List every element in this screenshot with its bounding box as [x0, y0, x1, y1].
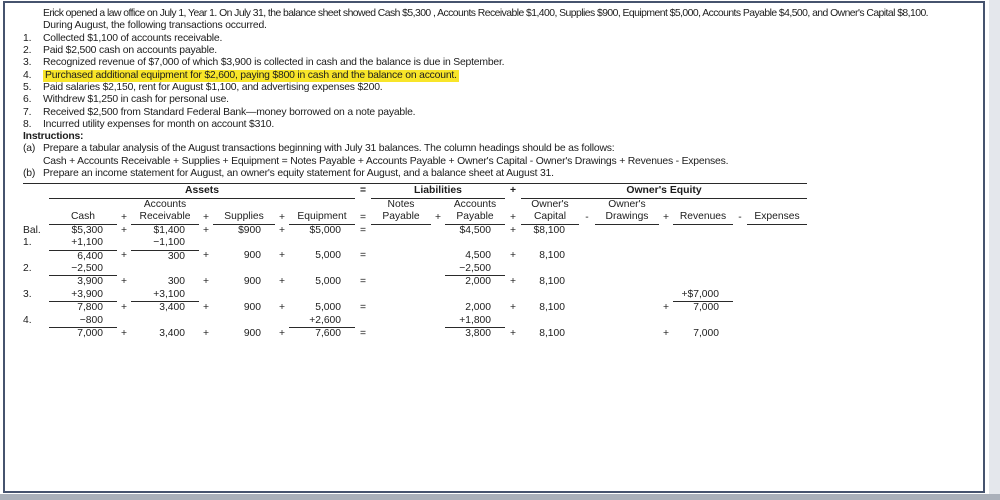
- column-subhead: [213, 199, 275, 212]
- amount-cell: [595, 250, 659, 263]
- amount-cell: $1,400: [153, 224, 185, 236]
- amount-cell: 7,000: [77, 328, 103, 340]
- amount-cell: +$7,000: [673, 289, 733, 302]
- spacer-cell: [23, 211, 49, 224]
- amount-cell: $4,500: [459, 224, 491, 236]
- transaction-text: Collected $1,100 of accounts receivable.: [43, 32, 223, 44]
- column-header: Payable: [445, 211, 505, 224]
- header-operator: +: [278, 211, 285, 223]
- header-operator: +: [662, 211, 669, 223]
- operator-cell: [659, 276, 673, 289]
- operator-cell: [431, 276, 445, 289]
- operator-cell: +: [120, 250, 127, 262]
- row-label: [23, 302, 49, 315]
- amount-cell: [747, 224, 807, 237]
- operator-cell: [199, 315, 213, 328]
- amount-cell: [131, 263, 199, 276]
- group-header-assets: Assets: [49, 184, 355, 199]
- operator-cell: [355, 263, 371, 276]
- transaction-item-3: [23, 57, 975, 69]
- operator-cell: +: [278, 250, 285, 262]
- problem-text: [23, 8, 975, 180]
- amount-cell: [747, 328, 807, 341]
- transaction-number: 6.: [23, 94, 32, 106]
- highlighted-text: Purchased additional equipment for $2,600, paying $800 in cash and the balance on account.: [45, 69, 457, 81]
- operator-cell: [659, 250, 673, 263]
- operator-cell: [431, 302, 445, 315]
- spacer-cell: [659, 199, 673, 212]
- amount-cell: 3,900: [77, 276, 103, 288]
- amount-cell: 900: [243, 327, 261, 339]
- table-row: [23, 263, 807, 276]
- operator-cell: +: [662, 327, 669, 339]
- column-header: Revenues: [673, 211, 733, 224]
- column-subhead: [49, 199, 117, 212]
- operator-cell: [579, 263, 595, 276]
- transaction-item-2: [23, 45, 975, 57]
- operator-cell: [733, 302, 747, 315]
- instruction-a-label: (a): [23, 143, 36, 155]
- row-label: Bal.: [23, 224, 41, 236]
- row-label: [23, 328, 49, 341]
- operator-cell: [579, 224, 595, 237]
- instruction-a-equation: Cash + Accounts Receivable + Supplies + Equipment = Notes Payable + Accounts Payable + Owner's Capital - Owner's Drawings + Revenues - Expenses.: [43, 155, 729, 167]
- amount-cell: [521, 289, 579, 302]
- column-header: Receivable: [131, 211, 199, 224]
- operator-cell: [733, 328, 747, 341]
- header-operator: -: [585, 211, 589, 223]
- amount-cell: 3,400: [159, 327, 185, 339]
- operator-cell: +: [509, 250, 516, 262]
- amount-cell: 5,000: [315, 276, 341, 288]
- operator-cell: [579, 289, 595, 302]
- transaction-number: 4.: [23, 69, 32, 81]
- amount-cell: +2,600: [289, 315, 355, 328]
- equals-sign: =: [359, 185, 366, 197]
- amount-cell: [595, 315, 659, 328]
- column-header: Drawings: [595, 211, 659, 224]
- amount-cell: 3,800: [465, 328, 491, 340]
- operator-cell: [505, 263, 521, 276]
- operator-cell: [431, 328, 445, 341]
- instruction-a: [23, 143, 975, 155]
- column-subhead: Notes: [387, 199, 415, 210]
- amount-cell: [595, 328, 659, 341]
- amount-cell: 7,600: [315, 328, 341, 340]
- amount-cell: $900: [238, 224, 261, 236]
- amount-cell: [131, 315, 199, 328]
- amount-cell: 5,000: [315, 250, 341, 262]
- amount-cell: 900: [243, 276, 261, 288]
- operator-cell: [733, 224, 747, 237]
- operator-cell: +: [202, 276, 209, 288]
- header-operator: +: [434, 211, 441, 223]
- transaction-text: Paid $2,500 cash on accounts payable.: [43, 44, 217, 56]
- operator-cell: [431, 250, 445, 263]
- operator-cell: [579, 250, 595, 263]
- operator-cell: [505, 315, 521, 328]
- operator-cell: +: [278, 224, 285, 236]
- amount-cell: [673, 315, 733, 328]
- amount-cell: 900: [243, 302, 261, 313]
- amount-cell: 7,000: [693, 302, 719, 314]
- column-subhead: Owner's: [608, 199, 646, 210]
- operator-cell: [579, 302, 595, 315]
- amount-cell: [289, 237, 355, 250]
- transaction-text: Withdrew $1,250 in cash for personal use.: [43, 94, 229, 106]
- operator-cell: [659, 237, 673, 250]
- operator-cell: +: [662, 302, 669, 313]
- amount-cell: +3,100: [131, 289, 199, 302]
- column-header: Equipment: [289, 211, 355, 224]
- row-label: [23, 276, 49, 289]
- transaction-number: 1.: [23, 32, 32, 44]
- column-subhead: Owner's: [531, 199, 569, 210]
- transaction-item-8: [23, 119, 975, 131]
- column-subhead: [747, 199, 807, 212]
- intro-line-2: [23, 20, 975, 32]
- amount-cell: [673, 237, 733, 250]
- amount-cell: −2,500: [445, 263, 505, 276]
- column-subhead: Accounts: [453, 199, 497, 210]
- transaction-item-7: [23, 107, 975, 119]
- operator-cell: [505, 289, 521, 302]
- column-header: Capital: [521, 211, 579, 224]
- operator-cell: [579, 237, 595, 250]
- amount-cell: [445, 289, 505, 302]
- amount-cell: 7,000: [693, 327, 719, 339]
- amount-cell: 5,000: [315, 302, 341, 313]
- operator-cell: +: [509, 276, 516, 288]
- operator-cell: [117, 315, 131, 328]
- table-row: [23, 328, 807, 341]
- transaction-item-6: [23, 94, 975, 106]
- amount-cell: [595, 224, 659, 237]
- transaction-number: 5.: [23, 81, 32, 93]
- operator-cell: =: [359, 276, 366, 288]
- operator-cell: [505, 237, 521, 250]
- amount-cell: 900: [243, 250, 261, 262]
- operator-cell: [117, 289, 131, 302]
- operator-cell: +: [120, 224, 127, 236]
- spacer-cell: [505, 199, 521, 212]
- plus-sign: +: [509, 185, 516, 197]
- operator-cell: +: [120, 302, 127, 313]
- table-row: [23, 237, 807, 250]
- amount-cell: [371, 302, 431, 315]
- amount-cell: [289, 263, 355, 276]
- operator-cell: [199, 263, 213, 276]
- operator-cell: [431, 224, 445, 237]
- instruction-a-continuation: [23, 156, 975, 168]
- intro-line-1: [23, 8, 975, 20]
- amount-cell: [747, 315, 807, 328]
- amount-cell: [371, 289, 431, 302]
- table-row: [23, 276, 807, 289]
- amount-cell: 3,400: [159, 302, 185, 314]
- amount-cell: [747, 302, 807, 315]
- operator-cell: [579, 328, 595, 341]
- amount-cell: $8,100: [533, 224, 565, 236]
- operator-cell: +: [278, 276, 285, 288]
- amount-cell: [289, 289, 355, 302]
- transaction-text: Received $2,500 from Standard Federal Bank—money borrowed on a note payable.: [43, 106, 416, 118]
- amount-cell: [371, 328, 431, 341]
- row-label: 2.: [23, 263, 32, 275]
- amount-cell: [213, 315, 275, 328]
- operator-cell: [355, 289, 371, 302]
- amount-cell: 7,800: [77, 302, 103, 314]
- operator-cell: [659, 289, 673, 302]
- amount-cell: [595, 237, 659, 250]
- operator-cell: =: [359, 250, 366, 262]
- operator-cell: [431, 263, 445, 276]
- transaction-text: Incurred utility expenses for month on account $310.: [43, 118, 275, 130]
- amount-cell: 8,100: [539, 276, 565, 288]
- operator-cell: [275, 289, 289, 302]
- operator-cell: [431, 289, 445, 302]
- spacer-cell: [275, 199, 289, 212]
- transaction-item-4: [23, 70, 975, 82]
- instruction-b-text: Prepare an income statement for August, an owner's equity statement for August, and a balance sheet at August 31.: [43, 168, 554, 180]
- amount-cell: [521, 315, 579, 328]
- amount-cell: [595, 276, 659, 289]
- spacer-cell: [431, 199, 445, 212]
- spacer-cell: [117, 199, 131, 212]
- operator-cell: [117, 263, 131, 276]
- header-operator: +: [509, 211, 516, 223]
- amount-cell: +1,100: [49, 237, 117, 250]
- amount-cell: 300: [167, 250, 185, 262]
- operator-cell: [199, 289, 213, 302]
- operator-cell: +: [120, 276, 127, 288]
- instruction-b: [23, 168, 975, 180]
- transaction-item-1: [23, 33, 975, 45]
- operator-cell: [579, 315, 595, 328]
- amount-cell: [673, 276, 733, 289]
- intro-text: Erick opened a law office on July 1, Year 1. On July 31, the balance sheet showed Cash $5,300 , Accounts Receivable $1,400, Supplies $900, Equipment $5,000, Accounts Payable $4,500, and Owner's Capital $8,100.: [43, 8, 929, 19]
- operator-cell: +: [202, 302, 209, 313]
- table-row: [23, 289, 807, 302]
- transaction-text: Paid salaries $2,150, rent for August $1,100, and advertising expenses $200.: [43, 81, 383, 93]
- operator-cell: +: [120, 327, 127, 339]
- tabular-analysis-table: [23, 180, 807, 340]
- operator-cell: [733, 263, 747, 276]
- operator-cell: +: [509, 302, 516, 313]
- amount-cell: 2,000: [465, 276, 491, 288]
- transaction-item-5: [23, 82, 975, 94]
- operator-cell: [275, 237, 289, 250]
- amount-cell: 6,400: [77, 250, 103, 262]
- amount-cell: [371, 237, 431, 250]
- amount-cell: $5,300: [71, 224, 103, 236]
- spacer-cell: [199, 199, 213, 212]
- row-label: 3.: [23, 289, 32, 301]
- amount-cell: 4,500: [465, 250, 491, 262]
- amount-cell: 300: [167, 276, 185, 288]
- column-header-row: [23, 211, 807, 224]
- amount-cell: +1,800: [445, 315, 505, 328]
- row-label: 4.: [23, 314, 32, 326]
- operator-cell: +: [202, 327, 209, 339]
- amount-cell: [747, 237, 807, 250]
- amount-cell: [371, 276, 431, 289]
- amount-cell: [371, 250, 431, 263]
- amount-cell: +3,900: [49, 289, 117, 302]
- amount-cell: −2,500: [49, 263, 117, 276]
- amount-cell: [595, 263, 659, 276]
- column-header: Payable: [371, 211, 431, 224]
- transaction-number: 3.: [23, 57, 32, 69]
- table-row: [23, 224, 807, 237]
- table-row: [23, 250, 807, 263]
- amount-cell: [521, 263, 579, 276]
- amount-cell: [213, 237, 275, 250]
- amount-cell: [371, 224, 431, 237]
- operator-cell: =: [359, 224, 366, 236]
- operator-cell: [355, 315, 371, 328]
- spacer-cell: [579, 199, 595, 212]
- header-operator: +: [120, 211, 127, 223]
- operator-cell: [733, 276, 747, 289]
- frame-right-margin: [989, 0, 1000, 500]
- operator-cell: [117, 237, 131, 250]
- transaction-number: 8.: [23, 118, 32, 130]
- operator-cell: [431, 315, 445, 328]
- operator-cell: +: [278, 302, 285, 313]
- amount-cell: [371, 315, 431, 328]
- group-header-row: [23, 184, 807, 199]
- frame-bottom-margin: [0, 494, 1000, 500]
- transaction-number: 2.: [23, 44, 32, 56]
- amount-cell: [673, 250, 733, 263]
- amount-cell: [595, 289, 659, 302]
- amount-cell: 8,100: [539, 327, 565, 339]
- operator-cell: +: [509, 327, 516, 339]
- operator-cell: [355, 237, 371, 250]
- amount-cell: [595, 302, 659, 315]
- operator-cell: [275, 263, 289, 276]
- column-header: Cash: [49, 211, 117, 224]
- amount-cell: −1,100: [131, 237, 199, 250]
- amount-cell: −800: [49, 315, 117, 328]
- spacer-cell: [23, 184, 49, 199]
- amount-cell: [673, 263, 733, 276]
- group-header-liabilities: Liabilities: [371, 184, 505, 199]
- operator-cell: +: [509, 224, 516, 236]
- amount-cell: 8,100: [539, 302, 565, 313]
- header-operator: +: [202, 211, 209, 223]
- spacer-cell: [355, 199, 371, 212]
- subheader-row: [23, 199, 807, 212]
- operator-cell: [733, 250, 747, 263]
- amount-cell: [747, 250, 807, 263]
- amount-cell: [747, 276, 807, 289]
- amount-cell: $5,000: [309, 224, 341, 236]
- intro-text: During August, the following transactions occurred.: [43, 20, 267, 32]
- column-header: Expenses: [747, 211, 807, 224]
- operator-cell: [275, 315, 289, 328]
- instructions-heading: [23, 131, 975, 143]
- table-row: [23, 302, 807, 315]
- amount-cell: [213, 263, 275, 276]
- row-label: [23, 250, 49, 263]
- spacer-cell: [733, 199, 747, 212]
- amount-cell: [747, 289, 807, 302]
- operator-cell: =: [359, 327, 366, 339]
- spacer-cell: [23, 199, 49, 212]
- instruction-a-text: Prepare a tabular analysis of the August transactions beginning with July 31 balances. The column headings should be as follows:: [43, 143, 615, 155]
- operator-cell: [733, 315, 747, 328]
- document-page: [3, 1, 985, 493]
- amount-cell: 2,000: [465, 302, 491, 313]
- amount-cell: [213, 289, 275, 302]
- row-label: 1.: [23, 237, 32, 249]
- amount-cell: [371, 263, 431, 276]
- column-header: Supplies: [213, 211, 275, 224]
- operator-cell: [659, 224, 673, 237]
- amount-cell: 8,100: [539, 250, 565, 262]
- operator-cell: [431, 237, 445, 250]
- table-row: [23, 315, 807, 328]
- operator-cell: [733, 289, 747, 302]
- amount-cell: [673, 224, 733, 237]
- operator-cell: [199, 237, 213, 250]
- worksheet-table: [23, 180, 807, 340]
- operator-cell: [659, 315, 673, 328]
- instruction-b-label: (b): [23, 168, 36, 180]
- column-subhead: [673, 199, 733, 212]
- operator-cell: [659, 263, 673, 276]
- operator-cell: =: [359, 302, 366, 313]
- operator-cell: [579, 276, 595, 289]
- instructions-label: Instructions:: [23, 131, 84, 143]
- group-header-owners-equity: Owner's Equity: [521, 184, 807, 199]
- amount-cell: [445, 237, 505, 250]
- operator-cell: [733, 237, 747, 250]
- column-subhead: Accounts: [143, 199, 187, 210]
- operator-cell: +: [202, 224, 209, 236]
- transaction-text: Recognized revenue of $7,000 of which $3,900 is collected in cash and the balance is due in September.: [43, 57, 505, 69]
- header-operator: =: [359, 211, 366, 223]
- header-operator: -: [738, 211, 742, 223]
- operator-cell: +: [202, 250, 209, 262]
- column-subhead: [289, 199, 355, 212]
- amount-cell: [521, 237, 579, 250]
- transaction-number: 7.: [23, 106, 32, 118]
- operator-cell: +: [278, 327, 285, 339]
- amount-cell: [747, 263, 807, 276]
